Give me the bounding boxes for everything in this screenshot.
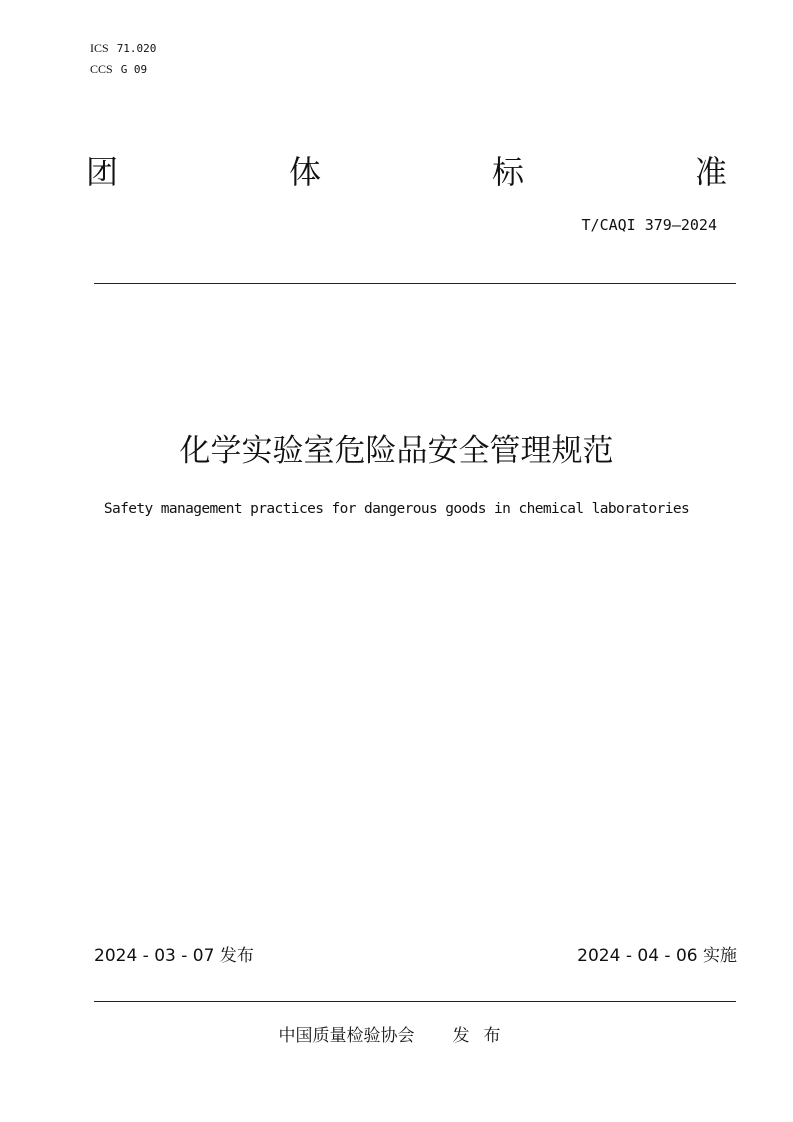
issuer-line xyxy=(0,1024,793,1048)
standard-type-char: 团 xyxy=(86,153,119,191)
ccs-code: CCS G 09 xyxy=(90,62,148,76)
issuer-name: 中国质量检验协会 xyxy=(278,1026,415,1046)
standard-type-char: 标 xyxy=(491,153,524,191)
publish-date: 2024 - 03 - 07 发布 xyxy=(94,946,254,966)
classification-codes xyxy=(90,38,156,80)
implement-date: 2024 - 04 - 06 实施 xyxy=(577,946,737,966)
title-english: Safety management practices for dangerous goods in chemical laboratories xyxy=(103,501,690,517)
title-chinese: 化学实验室危险品安全管理规范 xyxy=(179,433,614,469)
bottom-divider xyxy=(94,1001,736,1002)
issuer-action: 发布 xyxy=(452,1026,515,1046)
ics-code: ICS 71.020 xyxy=(90,41,157,55)
standard-type-char: 体 xyxy=(288,153,321,191)
standard-type-char: 准 xyxy=(694,153,727,191)
standard-number: T/CAQI 379—2024 xyxy=(581,216,717,234)
top-divider xyxy=(94,283,736,284)
standard-type-heading xyxy=(86,148,727,196)
